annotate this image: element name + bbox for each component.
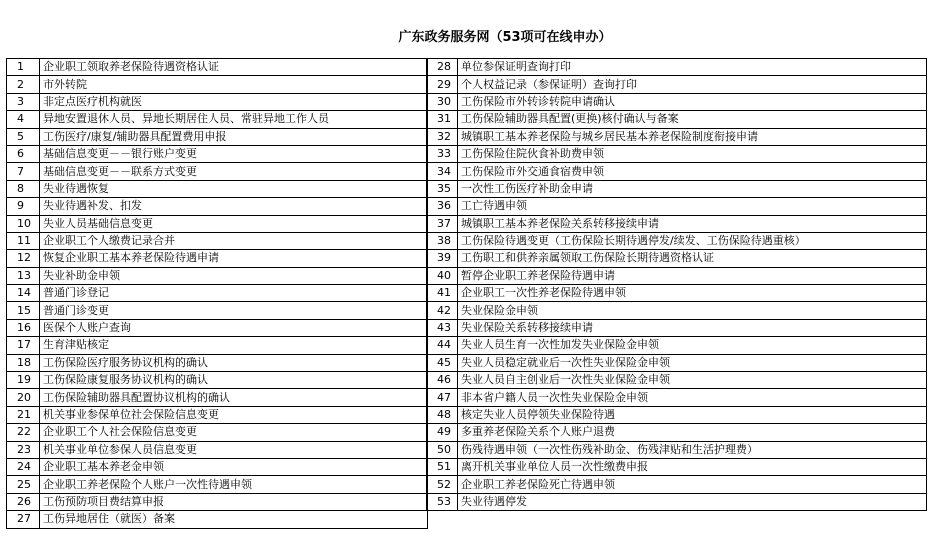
table-row (427, 493, 927, 510)
row-number: 27 (7, 511, 40, 528)
service-name: 失业人员基础信息变更 (40, 215, 428, 232)
row-number: 52 (427, 476, 458, 493)
table-row (7, 76, 428, 93)
service-name: 核定失业人员停领失业保险待遇 (458, 406, 927, 423)
service-name: 企业职工个人缴费记录合并 (40, 232, 428, 249)
row-number: 53 (427, 493, 458, 510)
service-name: 工伤保险辅助器具配置协议机构的确认 (40, 389, 428, 406)
table-row (427, 319, 927, 336)
service-name: 普通门诊变更 (40, 302, 428, 319)
service-table-right-body (427, 59, 927, 511)
table-row (7, 215, 428, 232)
service-name: 失业待遇停发 (458, 493, 927, 510)
service-name: 城镇职工基本养老保险关系转移接续申请 (458, 215, 927, 232)
row-number: 31 (427, 111, 458, 128)
service-name: 工伤保险待遇变更（工伤保险长期待遇停发/续发、工伤保险待遇重核） (458, 232, 927, 249)
row-number: 7 (7, 163, 40, 180)
service-name: 机关事业参保单位社会保险信息变更 (40, 406, 428, 423)
table-row (427, 389, 927, 406)
table-row (427, 76, 927, 93)
row-number: 2 (7, 76, 40, 93)
service-name: 工伤保险市外转诊转院申请确认 (458, 93, 927, 110)
row-number: 20 (7, 389, 40, 406)
row-number: 26 (7, 493, 40, 510)
table-row (427, 337, 927, 354)
row-number: 13 (7, 267, 40, 284)
service-name: 工伤职工和供养亲属领取工伤保险长期待遇资格认证 (458, 250, 927, 267)
table-row (7, 285, 428, 302)
table-row (427, 458, 927, 475)
table-row (427, 163, 927, 180)
service-name: 失业人员稳定就业后一次性失业保险金申领 (458, 354, 927, 371)
table-row (427, 285, 927, 302)
row-number: 14 (7, 285, 40, 302)
row-number: 21 (7, 406, 40, 423)
table-row (427, 111, 927, 128)
row-number: 25 (7, 476, 40, 493)
table-row (427, 441, 927, 458)
service-name: 机关事业单位参保人员信息变更 (40, 441, 428, 458)
service-name: 工伤异地居住（就医）备案 (40, 511, 428, 528)
row-number: 42 (427, 302, 458, 319)
service-name: 失业人员自主创业后一次性失业保险金申领 (458, 372, 927, 389)
row-number: 11 (7, 232, 40, 249)
service-name: 工伤医疗/康复/辅助器具配置费用申报 (40, 128, 428, 145)
service-name: 工伤保险医疗服务协议机构的确认 (40, 354, 428, 371)
row-number: 4 (7, 111, 40, 128)
table-row (7, 389, 428, 406)
row-number: 22 (7, 424, 40, 441)
row-number: 15 (7, 302, 40, 319)
table-row (7, 511, 428, 528)
table-row (7, 354, 428, 371)
row-number: 34 (427, 163, 458, 180)
row-number: 32 (427, 128, 458, 145)
row-number: 3 (7, 93, 40, 110)
row-number: 43 (427, 319, 458, 336)
service-name: 工亡待遇申领 (458, 198, 927, 215)
table-row (427, 232, 927, 249)
table-row (427, 59, 927, 76)
row-number: 24 (7, 458, 40, 475)
row-number: 47 (427, 389, 458, 406)
row-number: 29 (427, 76, 458, 93)
row-number: 46 (427, 372, 458, 389)
service-name: 工伤保险住院伙食补助费申领 (458, 145, 927, 162)
row-number: 23 (7, 441, 40, 458)
table-row (7, 267, 428, 284)
table-row (7, 232, 428, 249)
service-name: 失业人员生育一次性加发失业保险金申领 (458, 337, 927, 354)
table-row (7, 250, 428, 267)
table-row (7, 406, 428, 423)
table-row (427, 145, 927, 162)
table-row (7, 319, 428, 336)
table-row (7, 198, 428, 215)
row-number: 30 (427, 93, 458, 110)
row-number: 18 (7, 354, 40, 371)
row-number: 49 (427, 424, 458, 441)
table-row (427, 93, 927, 110)
row-number: 16 (7, 319, 40, 336)
row-number: 36 (427, 198, 458, 215)
table-row (7, 337, 428, 354)
service-name: 企业职工养老保险死亡待遇申领 (458, 476, 927, 493)
row-number: 33 (427, 145, 458, 162)
table-row (7, 372, 428, 389)
row-number: 35 (427, 180, 458, 197)
service-table-right (426, 58, 927, 511)
service-name: 工伤保险康复服务协议机构的确认 (40, 372, 428, 389)
table-row (7, 441, 428, 458)
table-row (427, 302, 927, 319)
table-row (427, 215, 927, 232)
service-name: 非定点医疗机构就医 (40, 93, 428, 110)
service-name: 工伤保险辅助器具配置(更换)核付确认与备案 (458, 111, 927, 128)
service-name: 非本省户籍人员一次性失业保险金申领 (458, 389, 927, 406)
service-name: 城镇职工基本养老保险与城乡居民基本养老保险制度衔接申请 (458, 128, 927, 145)
row-number: 50 (427, 441, 458, 458)
service-name: 伤残待遇申领（一次性伤残补助金、伤残津贴和生活护理费） (458, 441, 927, 458)
service-name: 多重养老保险关系个人账户退费 (458, 424, 927, 441)
service-name: 企业职工一次性养老保险待遇申领 (458, 285, 927, 302)
row-number: 10 (7, 215, 40, 232)
table-row (7, 163, 428, 180)
table-row (7, 93, 428, 110)
row-number: 6 (7, 145, 40, 162)
table-row (427, 128, 927, 145)
service-table-left (6, 58, 428, 529)
service-name: 基础信息变更－－银行账户变更 (40, 145, 428, 162)
table-row (427, 198, 927, 215)
service-name: 普通门诊登记 (40, 285, 428, 302)
table-row (427, 372, 927, 389)
service-name: 失业补助金申领 (40, 267, 428, 284)
service-name: 企业职工个人社会保险信息变更 (40, 424, 428, 441)
service-name: 离开机关事业单位人员一次性缴费申报 (458, 458, 927, 475)
service-name: 个人权益记录（参保证明）查询打印 (458, 76, 927, 93)
row-number: 37 (427, 215, 458, 232)
table-row (7, 180, 428, 197)
table-row (427, 354, 927, 371)
row-number: 1 (7, 59, 40, 76)
service-name: 失业保险关系转移接续申请 (458, 319, 927, 336)
table-row (427, 267, 927, 284)
row-number: 51 (427, 458, 458, 475)
service-name: 生育津贴核定 (40, 337, 428, 354)
service-name: 失业保险金申领 (458, 302, 927, 319)
row-number: 45 (427, 354, 458, 371)
table-row (427, 424, 927, 441)
service-name: 市外转院 (40, 76, 428, 93)
service-name: 工伤保险市外交通食宿费申领 (458, 163, 927, 180)
page-title: 广东政务服务网（53项可在线申办） (398, 30, 612, 45)
row-number: 17 (7, 337, 40, 354)
table-row (427, 250, 927, 267)
row-number: 8 (7, 180, 40, 197)
service-name: 恢复企业职工基本养老保险待遇申请 (40, 250, 428, 267)
table-row (427, 406, 927, 423)
service-name: 单位参保证明查询打印 (458, 59, 927, 76)
table-row (427, 180, 927, 197)
service-name: 企业职工基本养老金申领 (40, 458, 428, 475)
row-number: 39 (427, 250, 458, 267)
table-row (427, 476, 927, 493)
table-row (7, 111, 428, 128)
service-name: 暂停企业职工养老保险待遇申请 (458, 267, 927, 284)
table-row (7, 302, 428, 319)
service-name: 异地安置退休人员、异地长期居住人员、常驻异地工作人员 (40, 111, 428, 128)
table-row (7, 424, 428, 441)
row-number: 5 (7, 128, 40, 145)
service-name: 医保个人账户查询 (40, 319, 428, 336)
row-number: 12 (7, 250, 40, 267)
table-row (7, 128, 428, 145)
row-number: 28 (427, 59, 458, 76)
row-number: 48 (427, 406, 458, 423)
table-row (7, 59, 428, 76)
service-name: 一次性工伤医疗补助金申请 (458, 180, 927, 197)
service-name: 企业职工领取养老保险待遇资格认证 (40, 59, 428, 76)
table-row (7, 145, 428, 162)
table-row (7, 493, 428, 510)
row-number: 19 (7, 372, 40, 389)
row-number: 41 (427, 285, 458, 302)
service-name: 企业职工养老保险个人账户一次性待遇申领 (40, 476, 428, 493)
row-number: 38 (427, 232, 458, 249)
service-name: 工伤预防项目费结算申报 (40, 493, 428, 510)
service-name: 基础信息变更－－联系方式变更 (40, 163, 428, 180)
service-table-left-body (7, 59, 428, 529)
table-row (7, 458, 428, 475)
service-name: 失业待遇恢复 (40, 180, 428, 197)
row-number: 44 (427, 337, 458, 354)
table-row (7, 476, 428, 493)
service-name: 失业待遇补发、扣发 (40, 198, 428, 215)
row-number: 9 (7, 198, 40, 215)
row-number: 40 (427, 267, 458, 284)
